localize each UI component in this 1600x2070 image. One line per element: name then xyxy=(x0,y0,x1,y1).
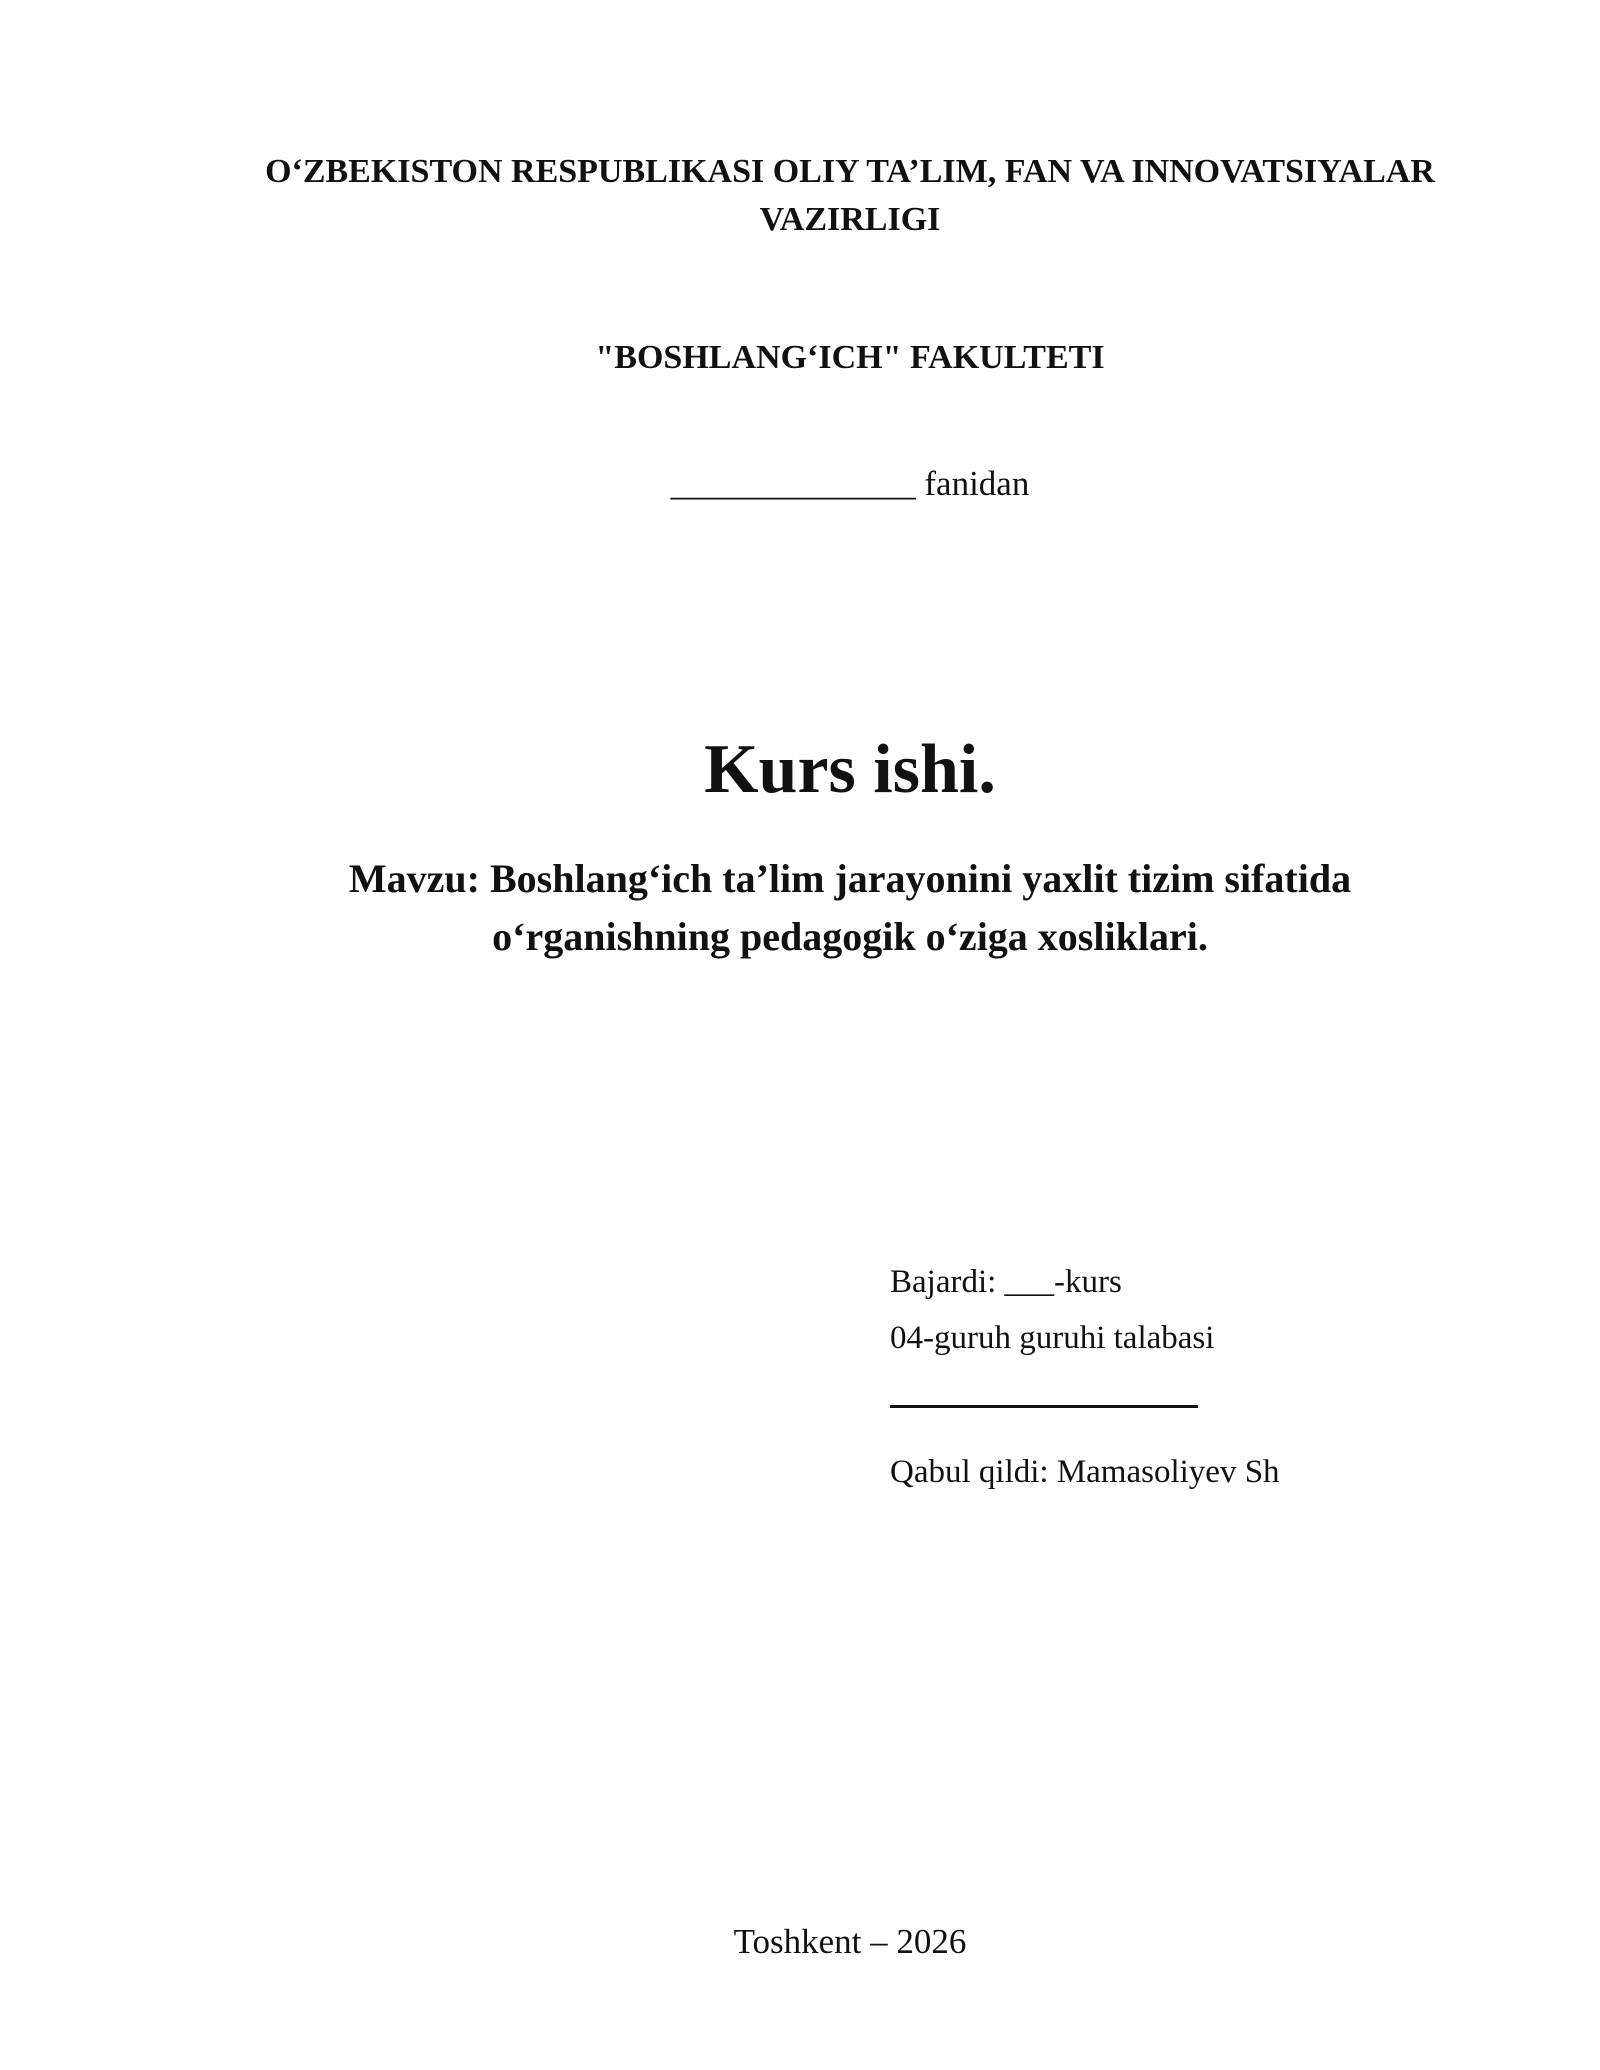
signature-line xyxy=(890,1405,1198,1408)
accepted-by-line: Qabul qildi: Mamasoliyev Sh xyxy=(890,1454,1280,1490)
performed-by-line: Bajardi: ___-kurs xyxy=(890,1264,1122,1300)
work-type-title: Kurs ishi. xyxy=(704,731,996,808)
subject-line: ______________ fanidan xyxy=(670,464,1030,503)
student-group-line: 04-guruh guruhi talabasi xyxy=(890,1320,1215,1356)
place-year-footer: Toshkent – 2026 xyxy=(733,1922,967,1961)
ministry-heading: O‘ZBEKISTON RESPUBLIKASI OLIY TA’LIM, FAN VA INNOVATSIYALAR VAZIRLIGI xyxy=(265,153,1435,238)
faculty-heading: "BOSHLANG‘ICH" FAKULTETI xyxy=(595,339,1105,376)
topic-title: Mavzu: Boshlang‘ich ta’lim jarayonini yaxlit tizim sifatida o‘rganishning pedagogik o‘ziga xosliklari. xyxy=(348,856,1352,959)
